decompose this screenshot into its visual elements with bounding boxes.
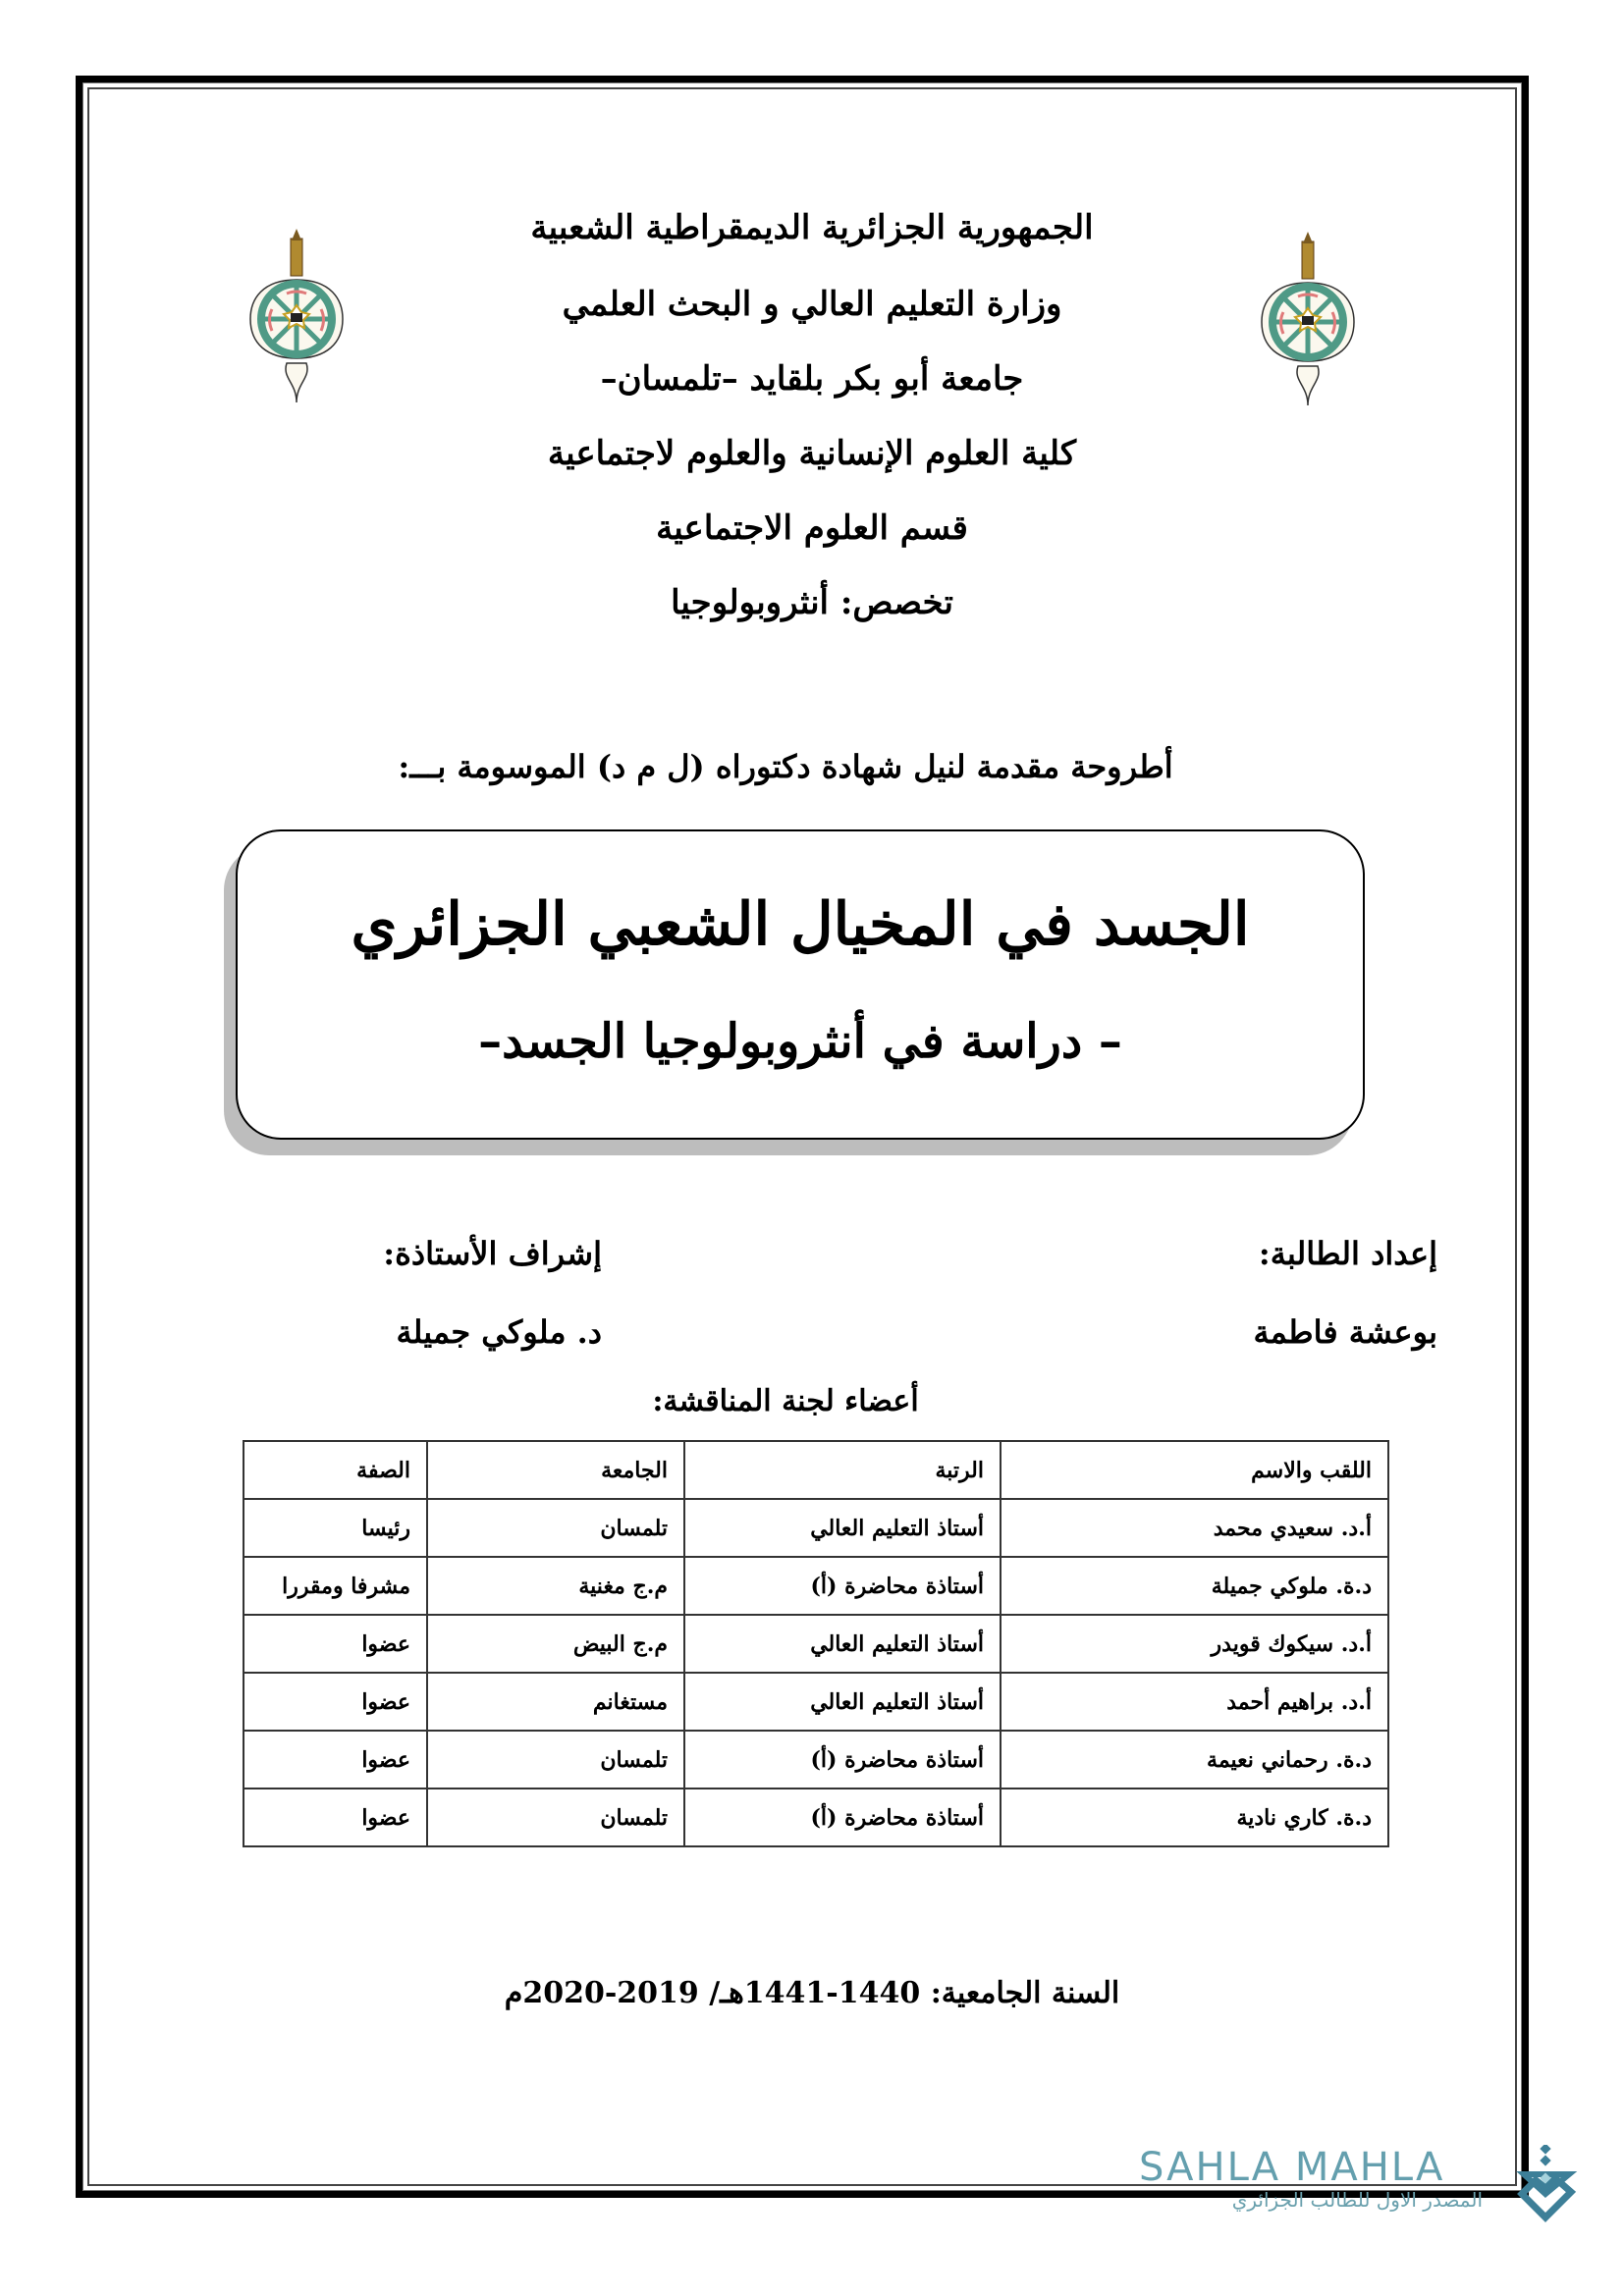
supervisor-label: إشراف الأستاذة: [383,1235,602,1272]
title-box [236,829,1365,1140]
member-university: م.ج مغنية [427,1557,684,1615]
table-row [244,1789,1388,1846]
thesis-title: الجسد في المخيال الشعبي الجزائري [351,890,1250,959]
column-header: الصفة [244,1441,427,1499]
university-emblem-right-icon [1254,224,1362,410]
member-name: أ.د. سعيدي محمد [1001,1499,1388,1557]
table-row [244,1731,1388,1789]
member-university: مستغانم [427,1673,684,1731]
header-specialty: تخصص: أنثروبولوجيا [671,583,953,622]
member-role: مشرفا ومقررا [244,1557,427,1615]
member-rank: أستاذ التعليم العالي [684,1673,1001,1731]
member-university: تلمسان [427,1789,684,1846]
student-name: بوعشة فاطمة [1253,1313,1437,1351]
table-row [244,1499,1388,1557]
header-ministry: وزارة التعليم العالي و البحث العلمي [562,285,1062,324]
member-name: د.ة. رحماني نعيمة [1001,1731,1388,1789]
member-name: د.ة. ملوكي جميلة [1001,1557,1388,1615]
member-rank: أستاذ التعليم العالي [684,1499,1001,1557]
member-university: تلمسان [427,1499,684,1557]
header-republic: الجمهورية الجزائرية الديمقراطية الشعبية [530,208,1094,247]
university-emblem-left-icon [243,221,351,407]
watermark-latin-text: SAHLA MAHLA [1139,2145,1445,2190]
committee-table [243,1440,1389,1847]
table-row [244,1673,1388,1731]
member-name: د.ة. كاري نادية [1001,1789,1388,1846]
thesis-subtitle: – دراسة في أنثروبولوجيا الجسد– [478,1014,1122,1069]
supervisor-name: د. ملوكي جميلة [396,1313,602,1351]
member-rank: أستاذ التعليم العالي [684,1615,1001,1673]
thesis-intro: أطروحة مقدمة لنيل شهادة دكتوراه (ل م د) الموسومة بـــ: [398,748,1173,785]
committee-heading: أعضاء لجنة المناقشة: [652,1384,919,1418]
column-header: الرتبة [684,1441,1001,1499]
member-name: أ.د. سيكوك قويدر [1001,1615,1388,1673]
academic-year: السنة الجامعية: 1440-1441هـ/ 2019-2020م [504,1976,1120,2010]
member-rank: أستاذة محاضرة (أ) [684,1789,1001,1846]
member-role: عضوا [244,1731,427,1789]
watermark-arabic-text: المصدر الاول للطالب الجزائري [1231,2188,1483,2212]
table-row [244,1615,1388,1673]
member-university: م.ج البيض [427,1615,684,1673]
member-role: عضوا [244,1673,427,1731]
column-header: الجامعة [427,1441,684,1499]
member-name: أ.د. براهيم أحمد [1001,1673,1388,1731]
header-faculty: كلية العلوم الإنسانية والعلوم لاجتماعية [547,434,1077,473]
member-university: تلمسان [427,1731,684,1789]
header-department: قسم العلوم الاجتماعية [656,508,968,548]
watermark [1139,2145,1610,2223]
table-header-row [244,1441,1388,1499]
table-row [244,1557,1388,1615]
member-rank: أستاذة محاضرة (أ) [684,1557,1001,1615]
member-role: عضوا [244,1789,427,1846]
member-role: رئيسا [244,1499,427,1557]
watermark-logo-icon [1512,2145,1581,2214]
column-header: اللقب والاسم [1001,1441,1388,1499]
member-rank: أستاذة محاضرة (أ) [684,1731,1001,1789]
student-label: إعداد الطالبة: [1258,1235,1437,1272]
header-university: جامعة أبو بكر بلقايد –تلمسان– [600,359,1024,399]
member-role: عضوا [244,1615,427,1673]
